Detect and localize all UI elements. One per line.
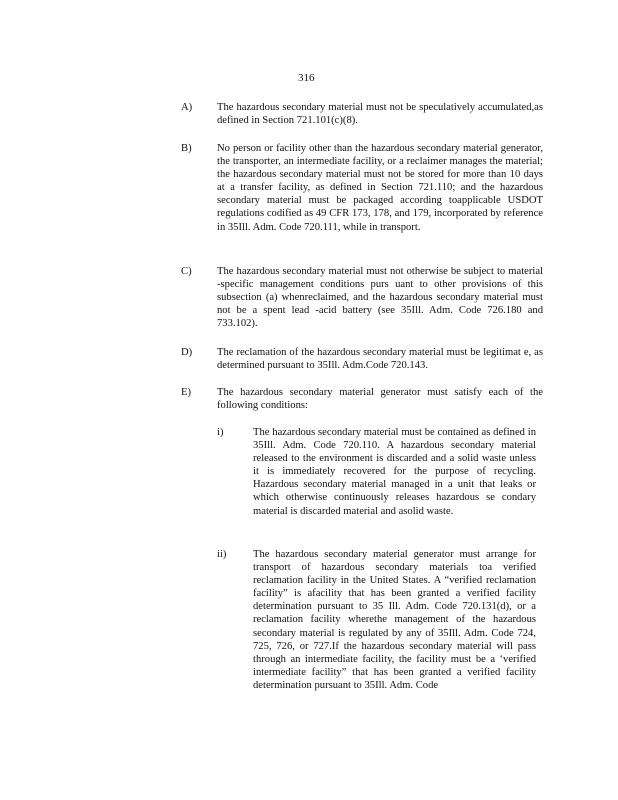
item-label: A) xyxy=(181,102,193,113)
item-text: The hazardous secondary material generator must satisfy each of the following conditions: xyxy=(217,387,543,412)
item-label: B) xyxy=(181,143,192,154)
item-label: D) xyxy=(181,347,193,358)
page-number: 316 xyxy=(298,72,315,84)
subitem-text: The hazardous secondary material must be contained as defined in 35Ill. Adm. Code 720.110. A hazardous secondary material released to the environment is discarded and a solid waste unless it is immediately recovered for the purpose of recycling. Hazardous secondary material managed in a unit that leaks or which otherwise continuously releases hazardous se condary material is discarded material and asolid waste. xyxy=(253,427,536,517)
subitem-text: The hazardous secondary material generator must arrange for transport of hazardous secondary materials toa verified reclamation facility in the United States. A “verified reclamation facility” is afacility that has been granted a verified facility determination pursuant to 35 Ill. Adm. Code 720.131(d), or a reclamation facility wherethe management of the hazardous secondary material is regulated by any of 35Ill. Adm. Code 724, 725, 726, or 727.If the hazardous secondary material will pass through an intermediate facility, the facility must be a ‘verified intermediate facility” that has been granted a verified facility determination pursuant to 35Ill. Adm. Code xyxy=(253,549,536,691)
item-text: The hazardous secondary material must not otherwise be subject to material -specific management conditions purs uant to other provisions of this subsection (a) whenreclaimed, and the hazardous secondary material must not be a spent lead -acid battery (see 35Ill. Adm. Code 726.180 and 733.102). xyxy=(217,266,543,330)
subitem-label: ii) xyxy=(217,549,227,560)
item-label: E) xyxy=(181,387,191,398)
subitem-label: i) xyxy=(217,427,224,438)
item-text: The reclamation of the hazardous secondary material must be legitimat e, as determined pursuant to 35Ill. Adm.Code 720.143. xyxy=(217,347,543,372)
item-label: C) xyxy=(181,266,192,277)
item-text: No person or facility other than the hazardous secondary material generator, the transporter, an intermediate facility, or a reclaimer manages the material; the hazardous secondary material must not be stored for more than 10 days at a transfer facility, as defined in Section 721.110; and the hazardous secondary material must be packaged according toapplicable USDOT regulations codified as 49 CFR 173, 178, and 179, incorporated by reference in 35Ill. Adm. Code 720.111, while in transport. xyxy=(217,143,543,233)
item-text: The hazardous secondary material must not be speculatively accumulated,as defined in Section 721.101(c)(8). xyxy=(217,102,543,127)
